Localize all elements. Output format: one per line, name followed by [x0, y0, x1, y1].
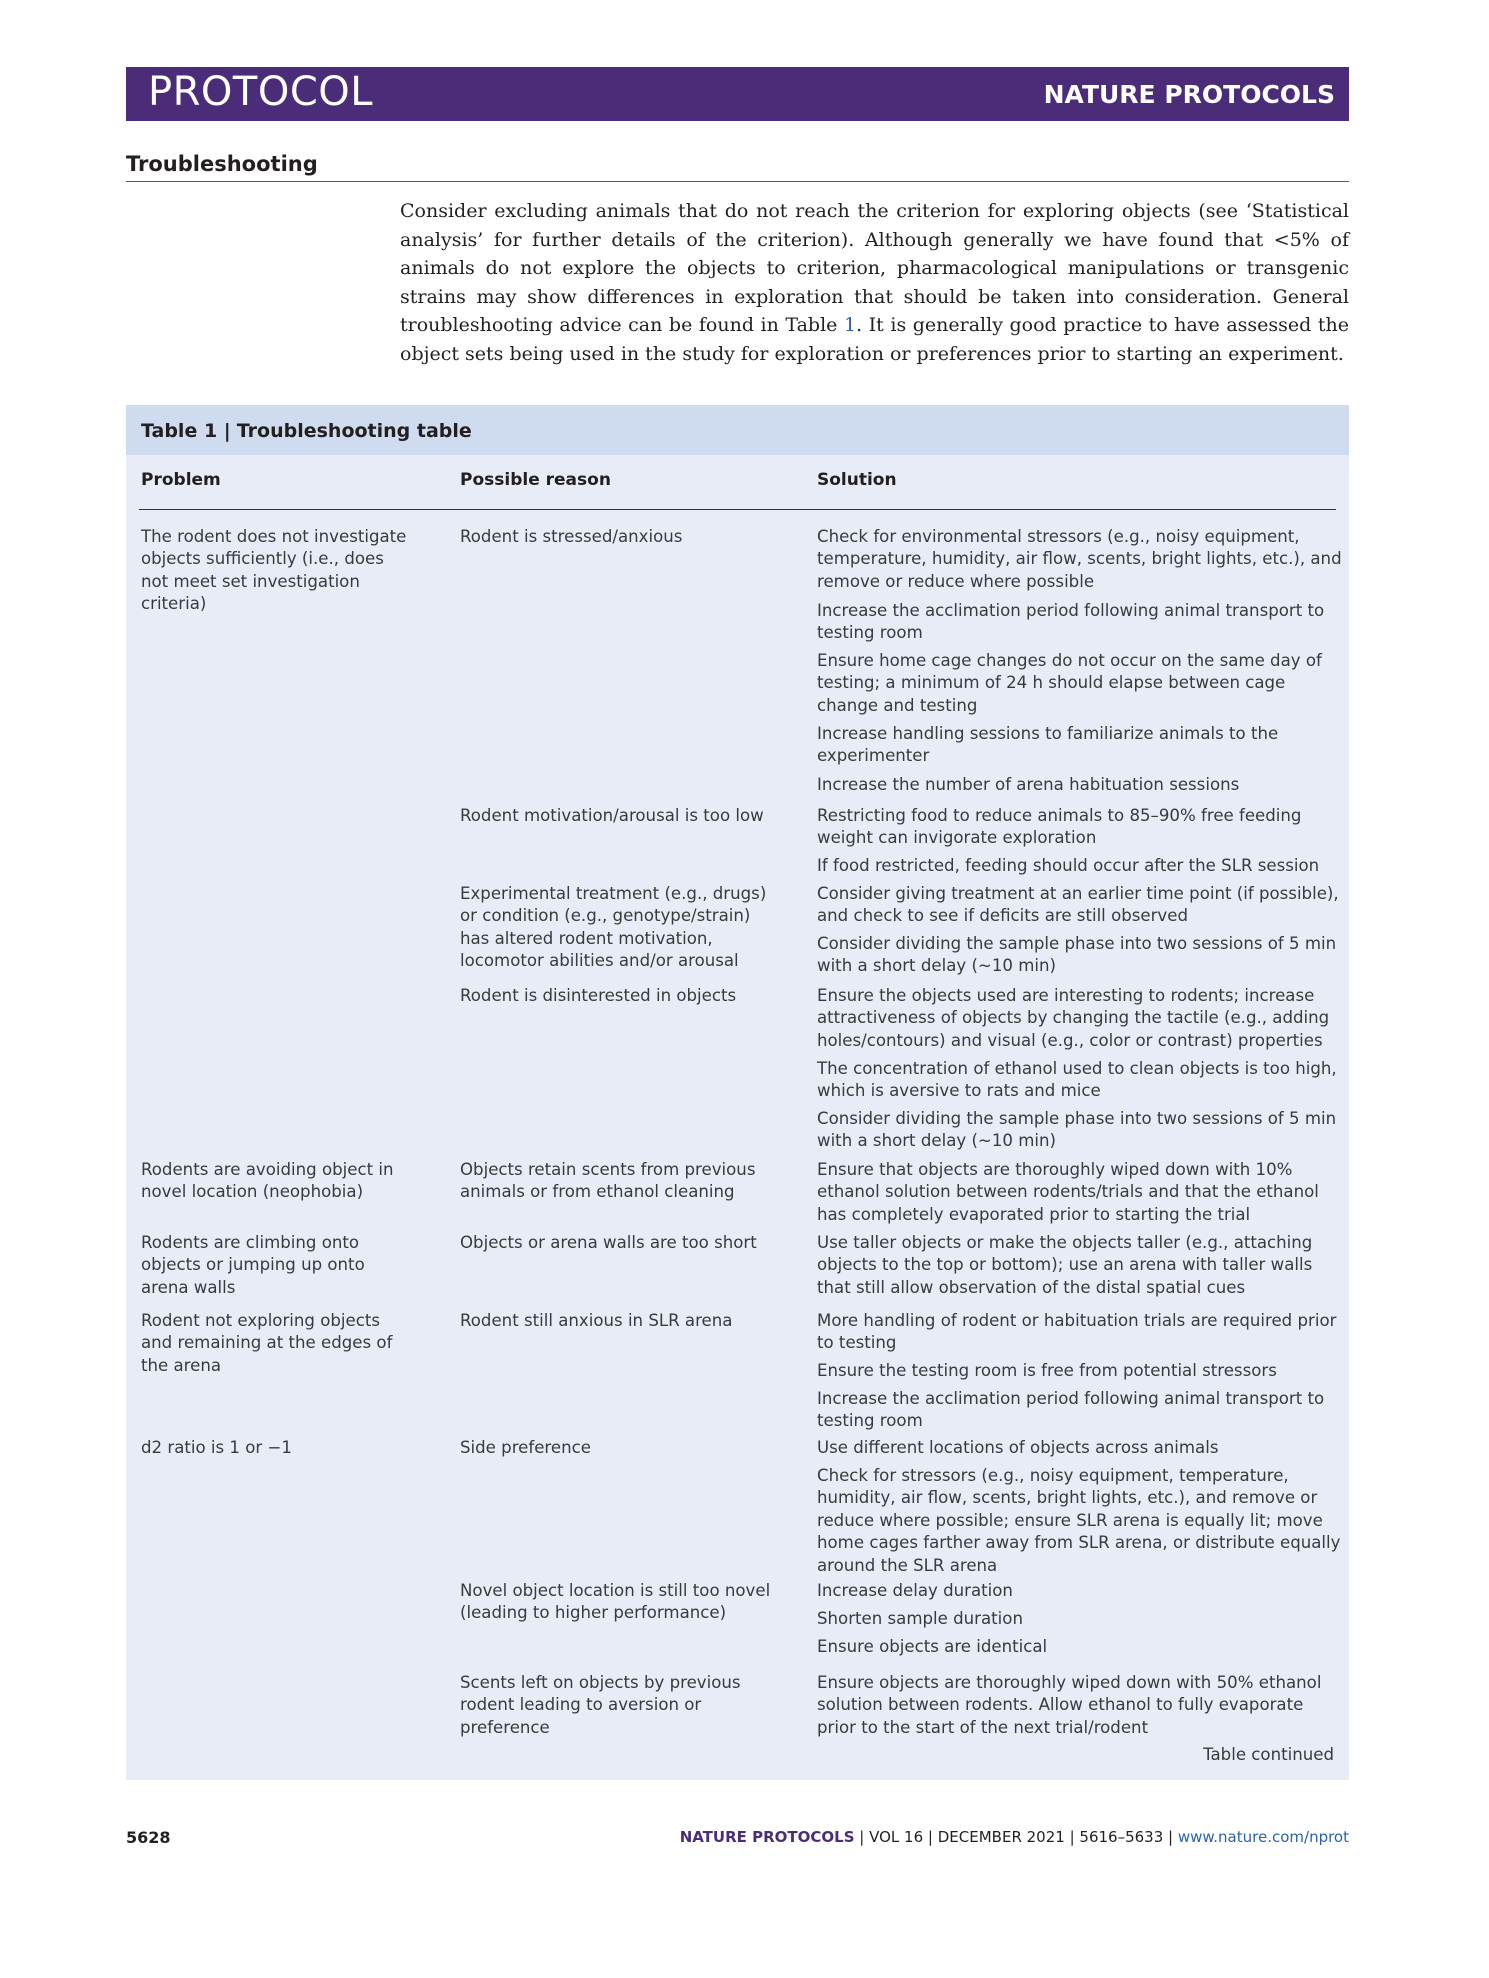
solution-cell: Ensure the objects used are interesting to rodents; increase attractiveness of objects by changing the tactile (e.g., adding holes/contours) and visual (e.g., color or contrast) properties	[817, 986, 1330, 1050]
column-header-solution: Solution	[817, 470, 897, 490]
table-title-bar	[126, 405, 1349, 455]
footer-citation	[680, 1828, 1349, 1846]
footer-volume: VOL 16	[869, 1828, 924, 1846]
solution-cell: The concentration of ethanol used to clean objects is too high, which is aversive to rats and mice	[817, 1059, 1337, 1101]
solution-cell: Ensure home cage changes do not occur on the same day of testing; a minimum of 24 h should elapse between cage change and testing	[817, 651, 1322, 715]
footer-url-link[interactable]: www.nature.com/nprot	[1177, 1828, 1349, 1846]
page-number: 5628	[126, 1828, 171, 1847]
problem-cell: Rodent not exploring objects and remaining at the edges of the arena	[141, 1311, 393, 1375]
solution-cell: Consider giving treatment at an earlier time point (if possible), and check to see if deficits are still observed	[817, 884, 1339, 926]
problem-cell: The rodent does not investigate objects sufficiently (i.e., does not meet set investigation criteria)	[141, 527, 407, 614]
reason-cell: Rodent motivation/arousal is too low	[460, 806, 764, 825]
header-divider	[139, 509, 1336, 510]
reason-cell: Rodent is stressed/anxious	[460, 527, 683, 546]
table-continued-note: Table continued	[1203, 1745, 1334, 1764]
reason-cell: Side preference	[460, 1438, 591, 1457]
footer-separator: |	[1064, 1828, 1080, 1846]
column-header-problem: Problem	[141, 470, 221, 490]
table-title-text: Troubleshooting table	[236, 420, 472, 442]
troubleshooting-paragraph	[400, 197, 1349, 369]
reason-cell: Scents left on objects by previous rodent leading to aversion or preference	[460, 1673, 741, 1737]
footer-separator: |	[854, 1828, 870, 1846]
header-section-label: PROTOCOL	[148, 69, 374, 115]
solution-cell: Ensure that objects are thoroughly wiped down with 10% ethanol solution between rodents/trials and that the ethanol has completely evaporated prior to starting the trial	[817, 1160, 1319, 1224]
paragraph-text-after: . It is generally good practice to have assessed the object sets being used in the study for exploration or preferences prior to starting an experiment.	[400, 314, 1350, 365]
footer-date: DECEMBER 2021	[937, 1828, 1065, 1846]
solution-cell: Shorten sample duration	[817, 1609, 1023, 1628]
solution-cell: Consider dividing the sample phase into two sessions of 5 min with a short delay (~10 min)	[817, 934, 1337, 976]
solution-cell: Restricting food to reduce animals to 85–90% free feeding weight can invigorate exploration	[817, 806, 1302, 848]
solution-cell: Increase the acclimation period following animal transport to testing room	[817, 601, 1325, 643]
header-journal-name: NATURE PROTOCOLS	[1043, 80, 1335, 109]
solution-cell: Check for stressors (e.g., noisy equipment, temperature, humidity, air flow, scents, bright lights, etc.), and remove or reduce where possible; ensure SLR arena is equally lit; move home cages farther away from SLR arena, or distribute equally around the SLR arena	[817, 1466, 1341, 1575]
solution-cell: Use taller objects or make the objects taller (e.g., attaching objects to the top or bottom); use an arena with taller walls that still allow observation of the distal spatial cues	[817, 1233, 1313, 1297]
reason-cell: Objects or arena walls are too short	[460, 1233, 757, 1252]
section-heading: Troubleshooting	[126, 152, 1349, 182]
solution-cell: Increase the number of arena habituation sessions	[817, 775, 1240, 794]
column-header-reason: Possible reason	[460, 470, 611, 490]
footer-separator: |	[1163, 1828, 1178, 1846]
solution-cell: If food restricted, feeding should occur after the SLR session	[817, 856, 1320, 875]
solution-cell: Ensure objects are thoroughly wiped down with 50% ethanol solution between rodents. Allow ethanol to fully evaporate prior to the start of the next trial/rodent	[817, 1673, 1322, 1737]
footer-pages: 5616–5633	[1079, 1828, 1164, 1846]
solution-cell: Consider dividing the sample phase into two sessions of 5 min with a short delay (~10 min)	[817, 1109, 1337, 1151]
footer-separator: |	[923, 1828, 938, 1846]
problem-cell: Rodents are climbing onto objects or jumping up onto arena walls	[141, 1233, 365, 1297]
reason-cell: Rodent is disinterested in objects	[460, 986, 737, 1005]
footer-journal: NATURE PROTOCOLS	[679, 1828, 855, 1846]
reason-cell: Novel object location is still too novel (leading to higher performance)	[460, 1581, 771, 1623]
troubleshooting-table	[126, 405, 1349, 1780]
problem-cell: d2 ratio is 1 or −1	[141, 1438, 292, 1457]
solution-cell: Ensure the testing room is free from potential stressors	[817, 1361, 1277, 1380]
solution-cell: Ensure objects are identical	[817, 1637, 1048, 1656]
table-title	[141, 420, 472, 442]
reason-cell: Rodent still anxious in SLR arena	[460, 1311, 733, 1330]
paragraph-text-before: Consider excluding animals that do not reach the criterion for exploring objects (see ‘Statistical analysis’ for further details of the criterion). Although generally we have found that <5% of animals do not explore the objects to criterion, pharmacological manipulations or transgenic strains may show differences in exploration that should be taken into consideration. General troubleshooting advice can be found in Table	[400, 200, 1349, 337]
table-reference-link[interactable]: 1	[843, 314, 857, 337]
table-label: Table 1 |	[141, 420, 231, 442]
solution-cell: Use different locations of objects across animals	[817, 1438, 1219, 1457]
reason-cell: Experimental treatment (e.g., drugs) or condition (e.g., genotype/strain) has altered rodent motivation, locomotor abilities and/or arousal	[460, 884, 767, 971]
solution-cell: More handling of rodent or habituation trials are required prior to testing	[817, 1311, 1337, 1353]
reason-cell: Objects retain scents from previous animals or from ethanol cleaning	[460, 1160, 756, 1202]
header-banner	[126, 67, 1349, 121]
problem-cell: Rodents are avoiding object in novel location (neophobia)	[141, 1160, 394, 1202]
solution-cell: Increase handling sessions to familiarize animals to the experimenter	[817, 724, 1279, 766]
solution-cell: Increase delay duration	[817, 1581, 1013, 1600]
solution-cell: Increase the acclimation period following animal transport to testing room	[817, 1389, 1325, 1431]
solution-cell: Check for environmental stressors (e.g., noisy equipment, temperature, humidity, air flow, scents, bright lights, etc.), and remove or reduce where possible	[817, 527, 1342, 591]
